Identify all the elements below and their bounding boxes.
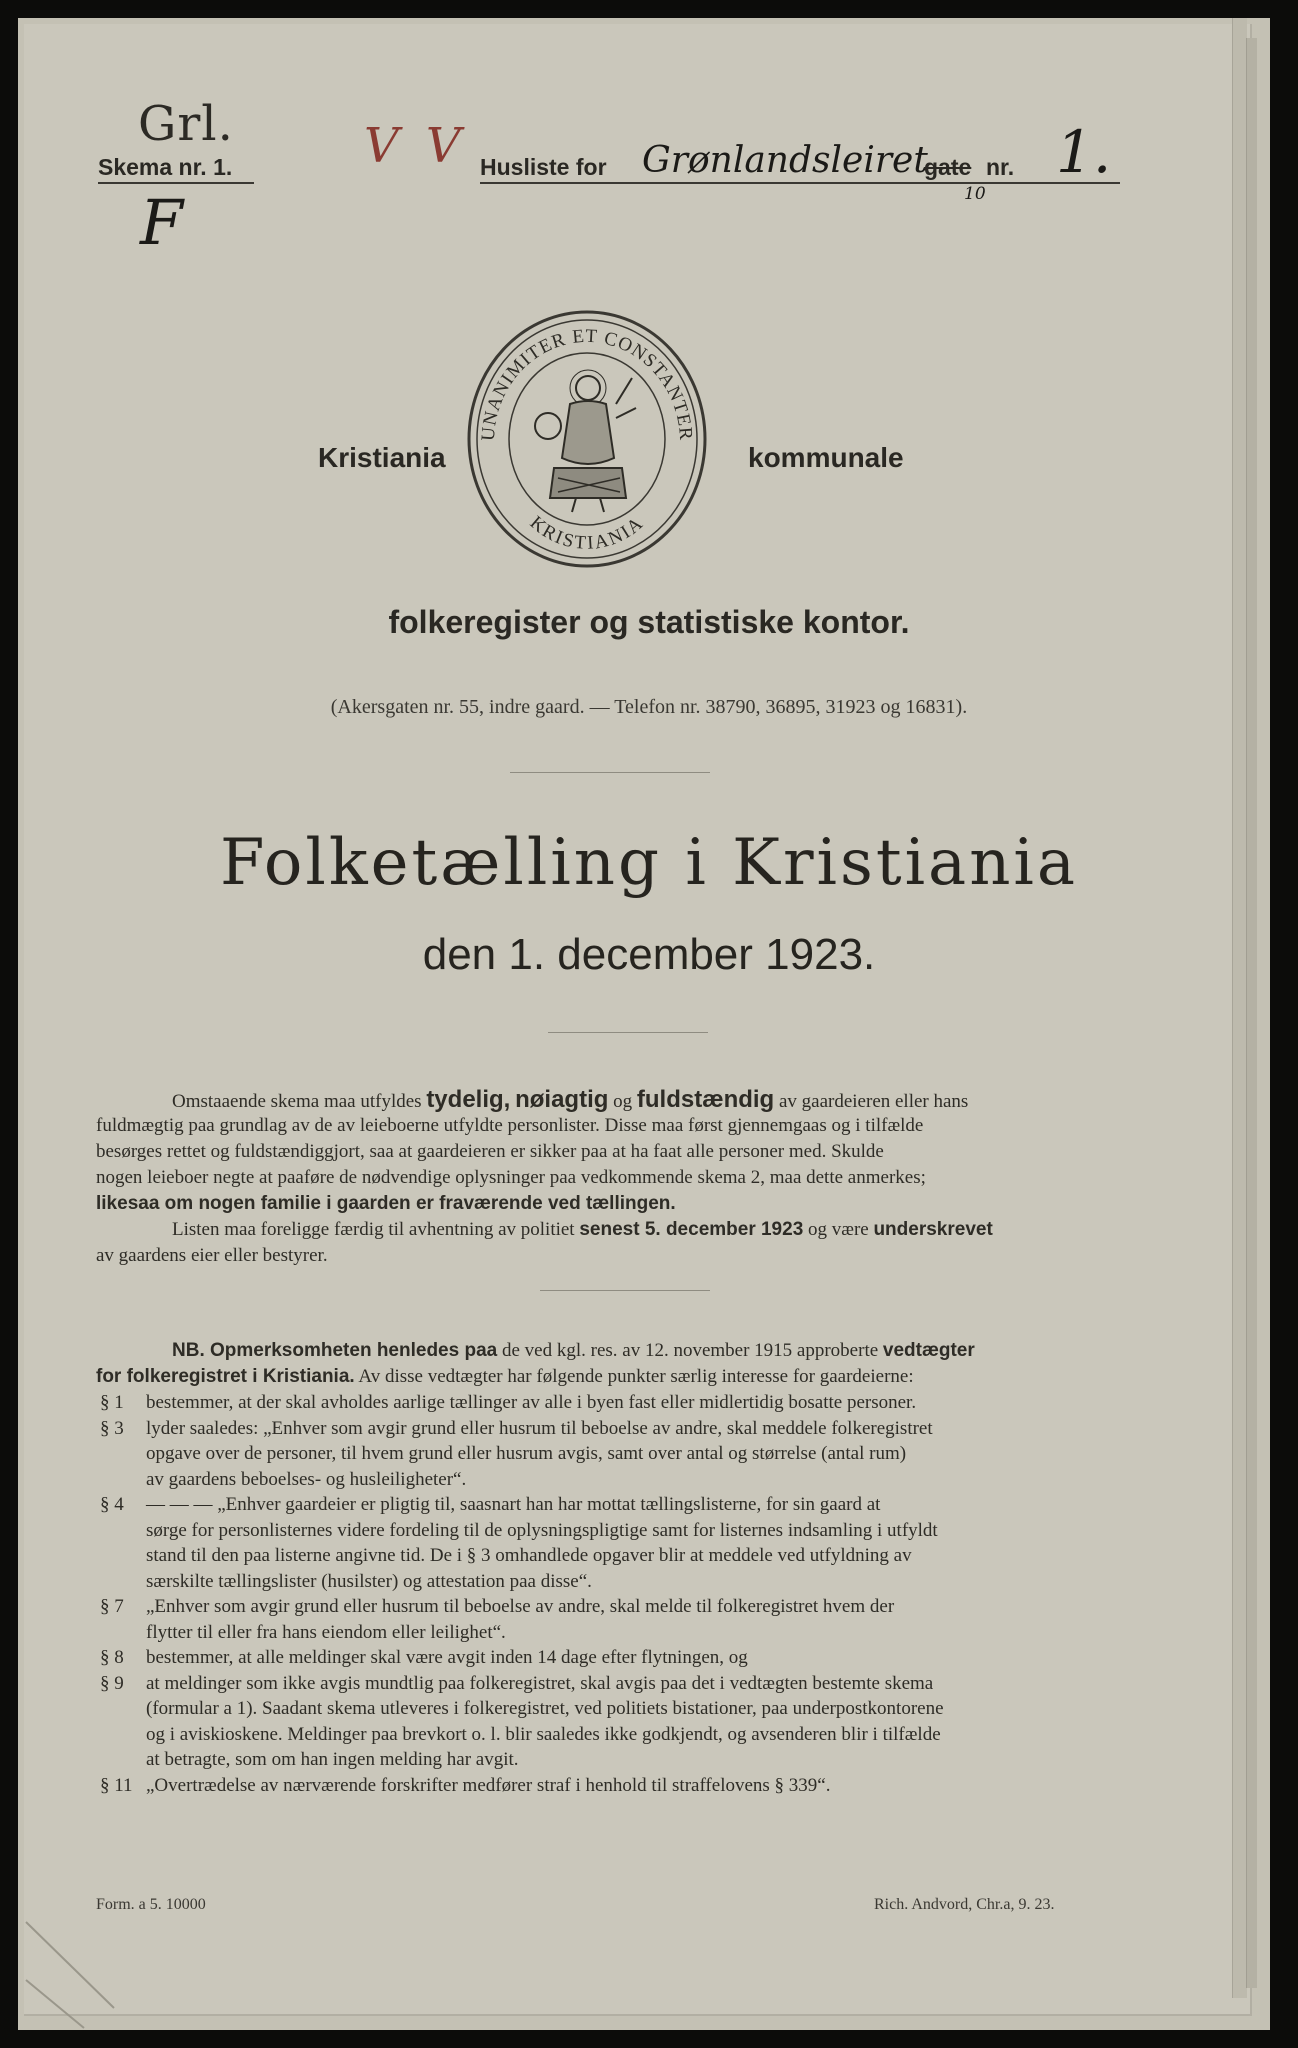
paper-edge <box>1232 18 1247 1998</box>
emphasis-text: nøiagtig <box>515 1086 609 1113</box>
paragraph-section <box>100 1390 1130 1416</box>
section-text-line: sørge for personlisternes videre fordeling til de oplysningspligtige samt for listernes indsamling i utfyldt <box>146 1519 938 1541</box>
emphasis-text: likesaa om nogen familie i gaarden er fraværende ved tællingen. <box>96 1193 676 1214</box>
section-text-line: stand til den paa listerne angivne tid. De i § 3 omhandlede opgaver blir at meddele ved utfyldning av <box>146 1545 912 1566</box>
section-number: § 9 <box>100 1672 124 1694</box>
nr-label: nr. <box>986 154 1015 180</box>
office-subtitle: folkeregister og statistiske kontor. <box>388 604 910 640</box>
svg-text:KRISTIANIA <box>526 512 649 554</box>
handwritten-small-note: 10 <box>964 184 986 204</box>
skema-number: Skema nr. 1. <box>98 154 233 180</box>
paragraph-section <box>100 1671 1130 1773</box>
section-text-line: „Overtrædelse av nærværende forskrifter medfører straf i henhold til straffelovens § 339“. <box>146 1774 831 1796</box>
city-seal <box>466 308 708 570</box>
section-text-line: lyder saaledes: „Enhver som avgir grund eller husrum til beboelse av andre, skal meddele folkeregistret <box>146 1417 933 1439</box>
text: Listen maa foreligge færdig til avhentning av politiet <box>172 1219 575 1240</box>
seal-figure-icon <box>535 370 636 512</box>
handwritten-checkmarks: V V <box>364 118 467 174</box>
emphasis-text: tydelig, <box>426 1086 511 1113</box>
text: Av disse vedtægter har følgende punkter særlig interesse for gaardeierne: <box>358 1366 914 1387</box>
main-subtitle: den 1. december 1923. <box>422 930 876 979</box>
instructions-line <box>96 1191 1124 1217</box>
divider <box>510 772 710 773</box>
instructions-line: besørges rettet og fuldstændiggjort, saa at gaardeieren er sikker paa at ha faat alle personer med. Skulde <box>96 1141 884 1162</box>
section-text-line: bestemmer, at der skal avholdes aarlige tællinger av alle i byen fast eller midlertidig bosatte personer. <box>146 1392 917 1413</box>
section-number: § 11 <box>100 1774 133 1796</box>
emphasis-text: for folkeregistret i Kristiania. <box>96 1366 355 1387</box>
paragraph-section <box>100 1773 1130 1799</box>
husliste-underline <box>480 182 1120 184</box>
section-text-line: særskilte tællingslister (husilster) og attestation paa disse“. <box>146 1570 592 1592</box>
section-text-line: at meldinger som ikke avgis mundtlig paa folkeregistret, skal avgis paa det i vedtægten bestemte skema <box>146 1672 934 1694</box>
section-number: § 8 <box>100 1647 124 1668</box>
instructions-line <box>172 1217 1124 1243</box>
instructions-line <box>172 1087 1124 1115</box>
divider <box>540 1290 710 1291</box>
paragraph-section <box>100 1645 1130 1671</box>
skema-underline <box>98 182 254 184</box>
office-right: kommunale <box>748 442 904 473</box>
paragraph-section <box>100 1492 1130 1594</box>
section-number: § 4 <box>100 1494 124 1515</box>
office-address: (Akersgaten nr. 55, indre gaard. — Telefon nr. 38790, 36895, 31923 og 16831). <box>330 696 968 718</box>
handwritten-initial: F <box>140 186 184 259</box>
section-text-line: opgave over de personer, til hvem grund eller husrum avgis, samt over antal og størrelse (antal rum) <box>146 1443 907 1464</box>
section-text-line: og i aviskioskene. Meldinger paa brevkort o. l. blir saaledes ikke godkjendt, og avsenderen blir i tilfælde <box>146 1723 941 1745</box>
text: Omstaaende skema maa utfyldes <box>172 1091 422 1112</box>
instructions-line: fuldmægtig paa grundlag av de av leieboerne utfyldte personlister. Disse maa først gjennemgaas og i tilfælde <box>96 1115 924 1136</box>
section-number: § 7 <box>100 1596 124 1617</box>
section-text-line: at betragte, som om han ingen melding har avgit. <box>146 1749 519 1770</box>
folded-corner-icon <box>24 1920 134 2030</box>
section-text-line: „Enhver som avgir grund eller husrum til beboelse av andre, skal melde til folkeregistret hvem der <box>146 1596 895 1617</box>
nb-line <box>96 1364 1124 1390</box>
paper-edge <box>1246 38 1257 1988</box>
emphasis-text: senest 5. december 1923 <box>579 1219 804 1240</box>
footer-form-number: Form. a 5. 10000 <box>96 1896 206 1913</box>
instructions-line: av gaardens eier eller bestyrer. <box>96 1245 328 1266</box>
emphasis-text: underskrevet <box>873 1219 993 1240</box>
nb-line <box>172 1338 1124 1364</box>
divider <box>548 1032 708 1033</box>
main-title: Folketælling i Kristiania <box>219 826 1079 900</box>
section-text-line: flytter til eller fra hans eiendom eller leilighet“. <box>146 1621 506 1643</box>
text: og <box>613 1091 633 1112</box>
section-text-line: — — — „Enhver gaardeier er pligtig til, saasnart han har mottat tællingslisterne, for sin gaard at <box>146 1494 881 1515</box>
office-left: Kristiania <box>318 442 446 473</box>
emphasis-text: NB. Opmerksomheten henledes paa <box>172 1340 498 1361</box>
instructions-line: nogen leieboer negte at paaføre de nødvendige oplysninger paa vedkommende skema 2, maa dette anmerkes; <box>96 1167 926 1188</box>
gate-struck: gate <box>924 154 972 180</box>
section-text-line: bestemmer, at alle meldinger skal være avgit inden 14 dage efter flytningen, og <box>146 1647 748 1668</box>
section-number: § 3 <box>100 1417 124 1439</box>
section-text-line: av gaardens beboelses- og husleiligheter“. <box>146 1468 467 1490</box>
footer-printer: Rich. Andvord, Chr.a, 9. 23. <box>874 1896 1055 1913</box>
handwritten-grl: Grl. <box>138 96 234 152</box>
text: og være <box>808 1219 869 1240</box>
seal-top-text: UNANIMITER ET CONSTANTER <box>477 325 697 442</box>
text: av gaardeieren eller hans <box>778 1091 969 1112</box>
section-number: § 1 <box>100 1392 124 1413</box>
handwritten-street: Grønlandsleiret <box>642 140 928 181</box>
emphasis-text: fuldstændig <box>636 1086 775 1113</box>
seal-bottom-text: KRISTIANIA <box>525 512 649 554</box>
paragraph-section <box>100 1416 1130 1493</box>
paragraph-section <box>100 1594 1130 1645</box>
husliste-label: Husliste for <box>480 154 607 180</box>
emphasis-text: vedtægter <box>882 1340 975 1361</box>
section-text-line: (formular a 1). Saadant skema utleveres i folkeregistret, ved politiets bistationer, paa underpostkontorene <box>146 1698 944 1719</box>
handwritten-house-number: 1. <box>1056 118 1112 186</box>
text: de ved kgl. res. av 12. november 1915 approberte <box>501 1340 879 1361</box>
